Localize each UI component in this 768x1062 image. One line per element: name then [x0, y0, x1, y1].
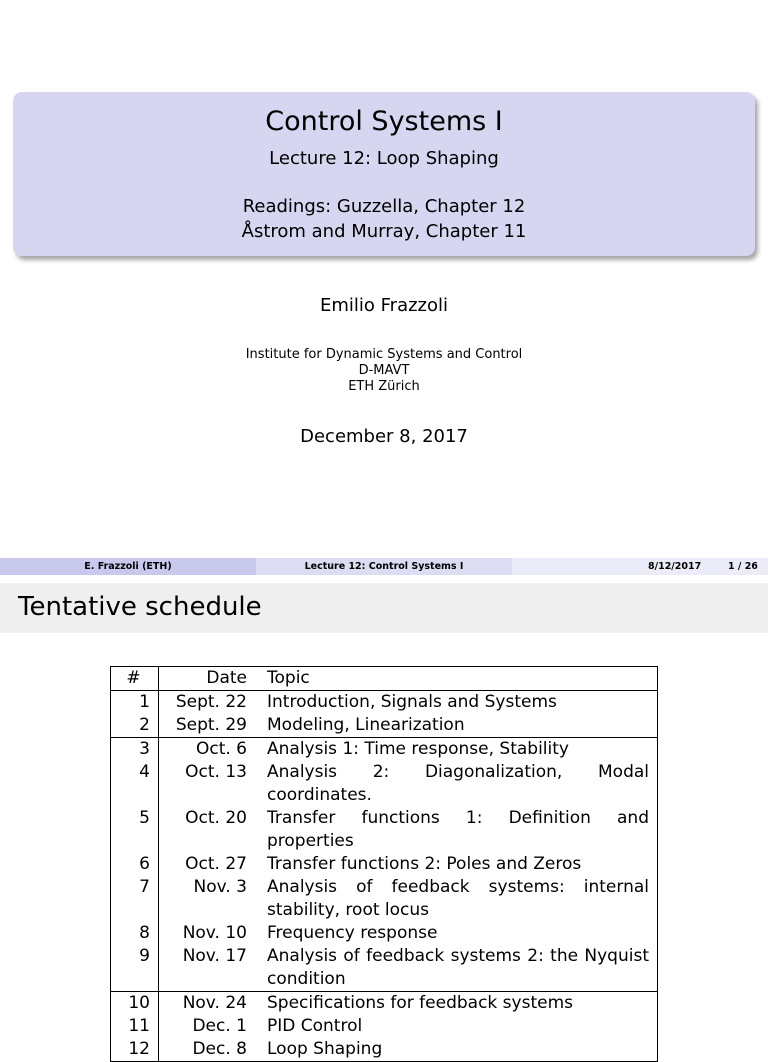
row-topic: Specifications for feedback systems: [259, 992, 658, 1016]
row-date: Oct. 13: [185, 762, 247, 782]
row-topic: Introduction, Signals and Systems: [259, 691, 658, 715]
table-row: [111, 1038, 658, 1062]
row-number: 4: [111, 761, 159, 807]
row-date: Nov. 10: [182, 923, 247, 943]
row-topic: Transfer functions 1: Definition and properties: [267, 808, 649, 851]
table-row: [111, 738, 658, 762]
row-number: 11: [111, 1015, 159, 1038]
table-row: [111, 992, 658, 1016]
footer-date: 8/12/2017: [648, 561, 702, 572]
frame-title: Tentative schedule: [18, 592, 262, 622]
institute: [0, 347, 768, 395]
institute-line-3: ETH Zürich: [348, 379, 420, 394]
row-date: Oct. 27: [185, 854, 247, 874]
frame-title-bar: [0, 583, 768, 633]
row-number: 5: [111, 807, 159, 853]
row-date: Oct. 6: [159, 738, 260, 762]
row-topic: Loop Shaping: [267, 1039, 383, 1059]
row-number: 1: [111, 691, 159, 715]
footer-page-number: 1 / 26: [728, 561, 758, 572]
table-row: [111, 876, 658, 922]
header-number: #: [111, 667, 159, 691]
table-row: [111, 1015, 658, 1038]
table-row: [111, 714, 658, 738]
table-row: [111, 853, 658, 876]
footer-right: [512, 558, 768, 575]
row-number: 3: [111, 738, 159, 762]
header-topic: Topic: [267, 668, 310, 688]
row-date: Nov. 24: [159, 992, 260, 1016]
slide-footer: [0, 558, 768, 575]
row-topic: Modeling, Linearization: [267, 715, 465, 735]
row-number: 12: [111, 1038, 159, 1062]
table-header-row: [111, 667, 658, 691]
readings-line-2: Åstrom and Murray, Chapter 11: [241, 221, 527, 242]
title-block: [13, 92, 755, 256]
institute-line-2: D-MAVT: [358, 363, 410, 378]
presentation-date: December 8, 2017: [300, 426, 468, 447]
row-date: Nov. 17: [182, 946, 247, 966]
row-date: Dec. 1: [192, 1016, 247, 1036]
row-date: Oct. 20: [185, 808, 247, 828]
lecture-subtitle: Lecture 12: Loop Shaping: [269, 148, 499, 169]
readings: [13, 194, 755, 244]
row-topic: Transfer functions 2: Poles and Zeros: [267, 854, 582, 874]
header-date: Date: [206, 668, 247, 688]
footer-title: Lecture 12: Control Systems I: [256, 558, 512, 575]
table-row: [111, 761, 658, 807]
row-number: 7: [111, 876, 159, 922]
row-number: 9: [111, 945, 159, 992]
table-row: [111, 691, 658, 715]
row-number: 6: [111, 853, 159, 876]
row-topic: Analysis of feedback systems: internal stability, root locus: [267, 877, 649, 920]
row-topic: PID Control: [267, 1016, 363, 1036]
row-topic: Analysis 2: Diagonalization, Modal coordinates.: [267, 762, 649, 805]
readings-line-1: Readings: Guzzella, Chapter 12: [242, 196, 526, 217]
author-name: Emilio Frazzoli: [319, 295, 449, 316]
table-row: [111, 807, 658, 853]
presentation-title: Control Systems I: [265, 106, 503, 137]
row-topic: Analysis of feedback systems 2: the Nyquist condition: [267, 946, 649, 989]
schedule-table: [110, 666, 658, 1062]
row-date: Dec. 8: [192, 1039, 247, 1059]
row-number: 8: [111, 922, 159, 945]
row-date: Nov. 3: [193, 877, 247, 897]
table-row: [111, 922, 658, 945]
footer-author: E. Frazzoli (ETH): [0, 558, 256, 575]
row-number: 2: [111, 714, 159, 738]
row-date: Sept. 22: [159, 691, 260, 715]
table-row: [111, 945, 658, 992]
institute-line-1: Institute for Dynamic Systems and Control: [245, 347, 523, 362]
row-topic: Analysis 1: Time response, Stability: [259, 738, 658, 762]
row-topic: Frequency response: [267, 923, 438, 943]
row-number: 10: [111, 992, 159, 1016]
row-date: Sept. 29: [175, 715, 247, 735]
